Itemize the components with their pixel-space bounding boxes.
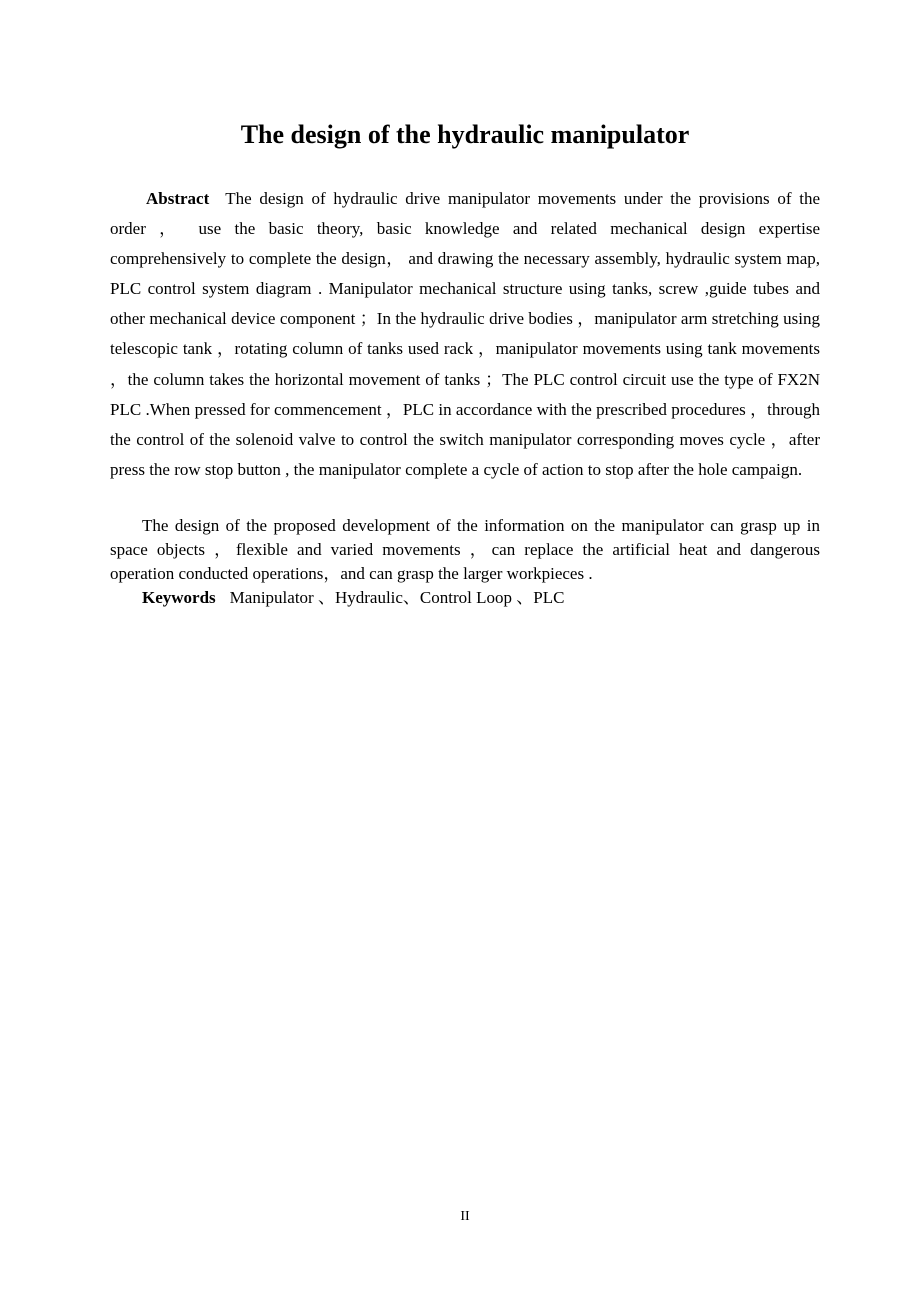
keywords-line: [110, 586, 820, 610]
abstract-section: [110, 184, 820, 485]
abstract-text: The design of hydraulic drive manipulator movements under the provisions of the order ， use the basic theory, basic knowledge and related mechanical design expertise comprehensively to complete the design， and drawing the necessary assembly, hydraulic system map, PLC control system diagram . Manipulator mechanical structure using tanks, screw ,guide tubes and other mechanical device component ；In the hydraulic drive bodies ，manipulator arm stretching using telescopic tank ，rotating column of tanks used rack ，manipulator movements using tank movements ，the column takes the horizontal movement of tanks ；The PLC control circuit use the type of FX2N PLC .When pressed for commencement ，PLC in accordance with the prescribed procedures ，through the control of the solenoid valve to control the switch manipulator corresponding moves cycle ，after press the row stop button , the manipulator complete a cycle of action to stop after the hole campaign.: [110, 189, 820, 479]
document-title: The design of the hydraulic manipulator: [240, 120, 690, 149]
keywords-text: Manipulator 、Hydraulic、Control Loop 、PLC: [229, 588, 565, 607]
abstract-paragraph: [110, 184, 820, 485]
abstract-label: Abstract: [146, 189, 210, 208]
page-number: II: [460, 1209, 470, 1224]
abstract-paragraph-2: The design of the proposed development of the information on the manipulator can grasp up in space objects ，flexible and varied movements ，can replace the artificial heat and dangerous operation conducted operations，and can grasp the larger workpieces .: [110, 516, 820, 584]
keywords-label: Keywords: [142, 588, 216, 607]
